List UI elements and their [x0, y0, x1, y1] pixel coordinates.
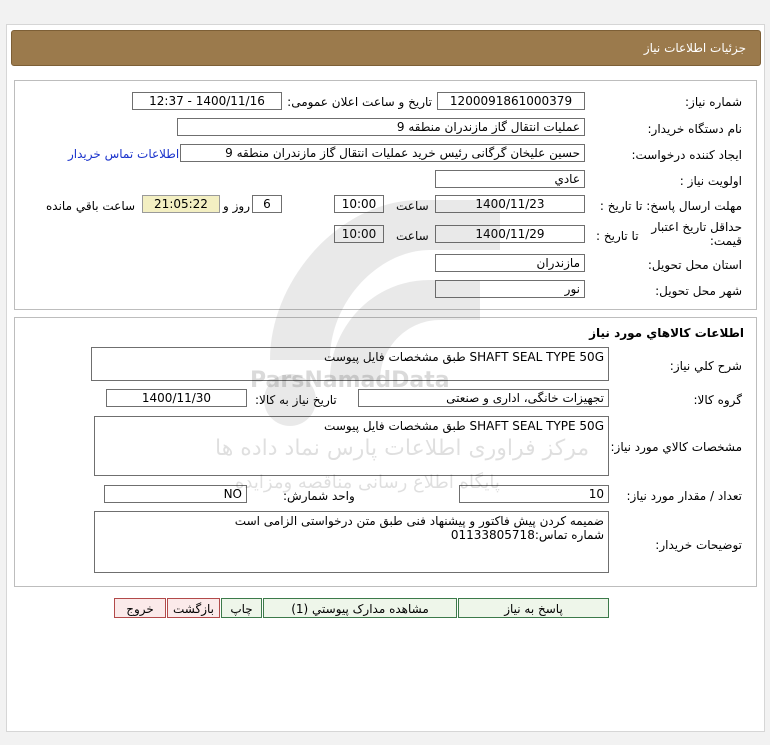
validity-label-1: حداقل تاریخ اعتبار	[651, 220, 742, 234]
validity-date-field: 1400/11/29	[435, 225, 585, 243]
buyer-label: نام دستگاه خریدار:	[647, 122, 742, 136]
qty-field: 10	[459, 485, 609, 503]
back-button[interactable]: بازگشت	[167, 598, 220, 618]
need-date-label: تاریخ نیاز به کالا:	[255, 393, 337, 407]
goods-section-title: اطلاعات کالاهاي مورد نیاز	[589, 326, 744, 340]
city-field: نور	[435, 280, 585, 298]
deadline-label: مهلت ارسال پاسخ: تا تاریخ :	[599, 199, 742, 213]
summary-label: شرح کلي نیاز:	[669, 359, 742, 373]
deadline-time-field: 10:00	[334, 195, 384, 213]
validity-time-field: 10:00	[334, 225, 384, 243]
group-label: گروه کالا:	[693, 393, 742, 407]
city-label: شهر محل تحویل:	[655, 284, 742, 298]
remaining-time-field: 21:05:22	[142, 195, 220, 213]
view-attachments-button[interactable]: مشاهده مدارک پیوستي (1)	[263, 598, 457, 618]
spec-label: مشخصات کالاي مورد نیاز:	[610, 440, 742, 454]
notes-field	[94, 511, 609, 573]
reply-button[interactable]: پاسخ به نیاز	[458, 598, 609, 618]
group-field: تجهیزات خانگی، اداری و صنعتی	[358, 389, 609, 407]
validity-time-label: ساعت	[396, 229, 429, 243]
announce-field: 1400/11/16 - 12:37	[132, 92, 282, 110]
validity-to-label: تا تاریخ :	[596, 229, 639, 243]
buyer-field: عملیات انتقال گاز مازندران منطقه 9	[177, 118, 585, 136]
province-label: استان محل تحویل:	[647, 258, 742, 272]
unit-field: NO	[104, 485, 247, 503]
need-date-field: 1400/11/30	[106, 389, 247, 407]
buyer-contact-link[interactable]: اطلاعات تماس خریدار	[68, 147, 180, 161]
days-label: روز و	[223, 199, 250, 213]
need-number-field: 1200091861000379	[437, 92, 585, 110]
creator-field: حسین علیخان گرگانی رئیس خرید عملیات انتقال گاز مازندران منطقه 9	[180, 144, 585, 162]
priority-label: اولویت نیاز :	[679, 174, 742, 188]
page-title: جزئیات اطلاعات نیاز	[643, 41, 746, 55]
unit-label: واحد شمارش:	[283, 489, 355, 503]
notes-label: توضیحات خریدار:	[655, 538, 742, 552]
notes-line-1: ضمیمه کردن پیش فاکتور و پیشنهاد فنی طبق متن درخواستی الزامی است	[234, 514, 604, 528]
notes-line-2: شماره تماس:01133805718	[450, 528, 604, 542]
validity-label-2: قیمت:	[709, 234, 742, 248]
qty-label: تعداد / مقدار مورد نیاز:	[626, 489, 742, 503]
need-number-label: شماره نیاز:	[685, 95, 742, 109]
page-header	[11, 30, 761, 66]
deadline-date-field: 1400/11/23	[435, 195, 585, 213]
announce-label: تاریخ و ساعت اعلان عمومی:	[287, 95, 432, 109]
remaining-label: ساعت باقي مانده	[46, 199, 136, 213]
priority-field: عادي	[435, 170, 585, 188]
days-remaining-field: 6	[252, 195, 282, 213]
province-field: مازندران	[435, 254, 585, 272]
need-info-panel	[14, 80, 757, 310]
print-button[interactable]: چاپ	[221, 598, 262, 618]
spec-field: SHAFT SEAL TYPE 50G طبق مشخصات فایل پیوست	[94, 416, 609, 476]
exit-button[interactable]: خروج	[114, 598, 166, 618]
creator-label: ایجاد کننده درخواست:	[631, 148, 742, 162]
summary-field: SHAFT SEAL TYPE 50G طبق مشخصات فایل پیوست	[91, 347, 609, 381]
deadline-time-label: ساعت	[396, 199, 429, 213]
